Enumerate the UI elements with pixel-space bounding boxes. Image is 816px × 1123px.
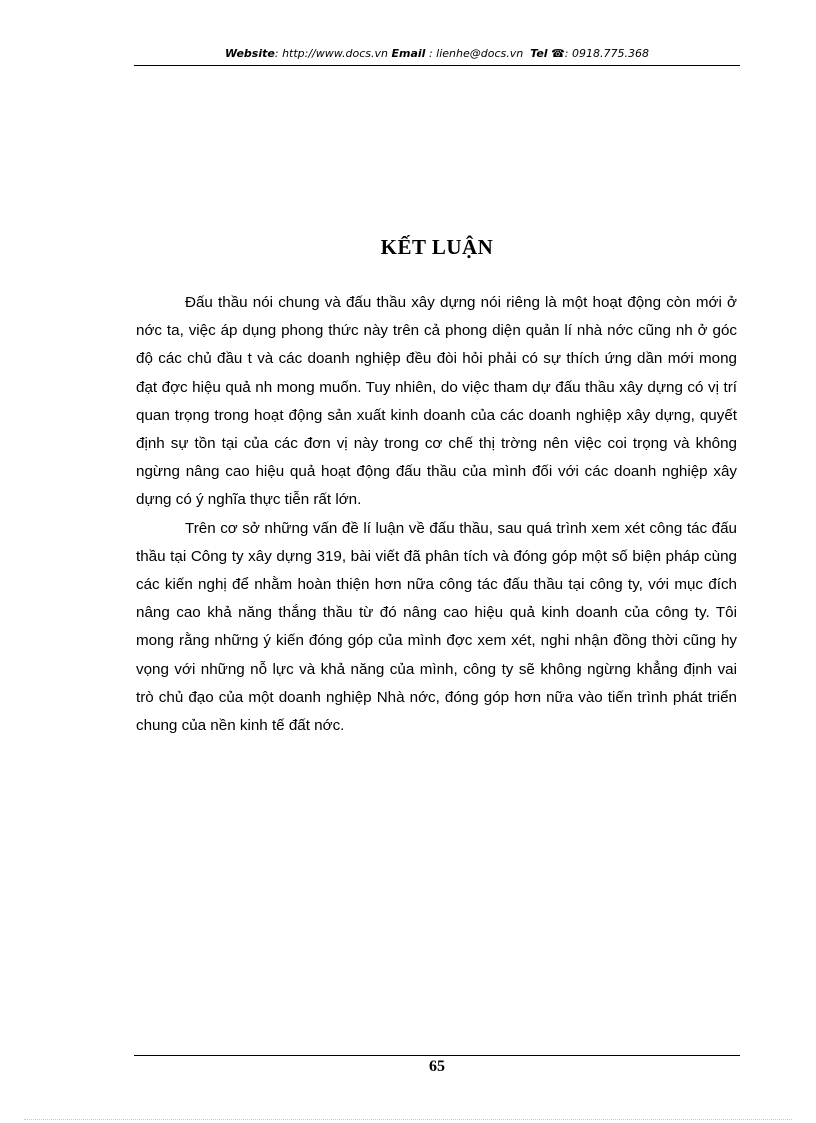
- website-label: Website: [225, 47, 275, 60]
- paragraph-2: Trên cơ sở những vấn đề lí luận về đấu thầu, sau quá trình xem xét công tác đấu thầu tại Công ty xây dựng 319, bài viết đã phân tích và đóng góp một số biện pháp cùng các kiến nghị để nhằm hoàn thiện hơn nữa công tác đấu thầu tại công ty, với mục đích nâng cao khả năng thắng thầu từ đó nâng cao hiệu quả kinh doanh của công ty. Tôi mong rằng những ý kiến đóng góp của mình đợc xem xét, nghi nhận đồng thời cũng hy vọng với những nỗ lực và khả năng của mình, công ty sẽ không ngừng khẳng định vai trò chủ đạo của một doanh nghiệp Nhà nớc, đóng góp hơn nữa vào tiến trình phát triển chung của nền kinh tế đất nớc.: [136, 519, 737, 735]
- email-separator: :: [425, 47, 437, 60]
- email-link[interactable]: lienhe@docs.vn: [436, 47, 524, 60]
- tel-separator: :: [564, 47, 572, 60]
- tel-number: 0918.775.368: [571, 47, 649, 60]
- paragraph-1: Đấu thầu nói chung và đấu thầu xây dựng nói riêng là một hoạt động còn mới ở nớc ta, việc áp dụng phong thức này trên cả phong diện quản lí nhà nớc cũng nh ở góc độ các chủ đầu t và các doanh nghiệp đều đòi hỏi phải có sự thích ứng dần mới mong đạt đợc hiệu quả nh mong muốn. Tuy nhiên, do việc tham dự đấu thầu xây dựng có vị trí quan trọng trong hoạt động sản xuất kinh doanh của các doanh nghiệp xây dựng, quyết định sự tồn tại của các đơn vị này trong cơ chế thị trờng nên việc coi trọng và không ngừng nâng cao hiệu quả hoạt động đấu thầu của mình đối với các doanh nghiệp xây dựng có ý nghĩa thực tiễn rất lớn.: [136, 294, 737, 509]
- email-label: Email: [391, 47, 426, 60]
- website-link[interactable]: http://www.docs.vn: [282, 47, 389, 60]
- header-divider: [134, 65, 740, 66]
- body-text: [136, 289, 737, 740]
- website-separator: :: [274, 47, 283, 60]
- tel-label: Tel: [530, 47, 548, 60]
- page-title: KẾT LUẬN: [380, 235, 494, 259]
- page-header: [134, 46, 740, 62]
- page-number: 65: [429, 1058, 445, 1075]
- footer-divider: [134, 1055, 740, 1056]
- phone-icon: ☎: [551, 47, 565, 60]
- page-bottom-border: [24, 1119, 792, 1120]
